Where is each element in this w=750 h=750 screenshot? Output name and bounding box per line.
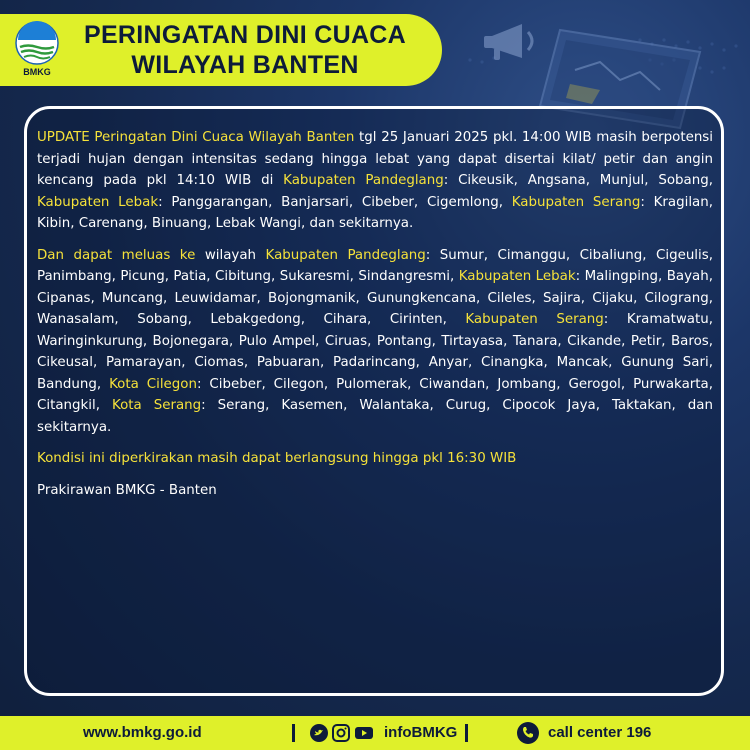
text-span: : Malingping, Bayah, Cipanas, Muncang, Leuwidamar, Bojongmanik, Gunungkencana, Cileles, Sajira, Cijaku, Cilograng, Wanasalam, Sobang, Lebakgedong, Cihara, Cirinten, bbox=[37, 269, 713, 327]
website-link[interactable]: www.bmkg.go.id bbox=[83, 724, 202, 741]
paragraph-expansion bbox=[37, 245, 713, 439]
footer-divider bbox=[292, 724, 295, 742]
region-name: Kabupaten Serang bbox=[511, 194, 641, 210]
text-span: tgl 25 Januari 2025 pkl. 14:00 WIB masih berpotensi terjadi hujan dengan intensitas sedang hingga lebat yang dapat disertai kilat/ petir dan angin kencang pada pkl 14:10 WIB di bbox=[37, 130, 714, 188]
page-title bbox=[70, 20, 420, 80]
update-heading: UPDATE Peringatan Dini Cuaca Wilayah Banten bbox=[37, 130, 355, 145]
region-name: Kabupaten Pandeglang bbox=[265, 247, 426, 263]
region-name: Kabupaten Lebak bbox=[37, 194, 159, 210]
bmkg-emblem-icon bbox=[12, 20, 62, 68]
header-banner bbox=[0, 14, 442, 86]
phone-icon bbox=[516, 721, 540, 745]
text-span: : Kramatwatu, Waringinkurung, Bojonegara, Pulo Ampel, Ciruas, Pontang, Tirtayasa, Tanara, Cikande, Petir, Baros, Cikeusal, Pamarayan, Ciomas, Pabuaran, Padarincang, Anyar, Cinangka, Mancak, Gunung Sari, Bandung, bbox=[37, 312, 713, 392]
text-span: : Panggarangan, Banjarsari, Cibeber, Cigemlong, bbox=[158, 194, 512, 210]
paragraph-update bbox=[37, 127, 713, 235]
social-handle[interactable]: infoBMKG bbox=[384, 724, 458, 741]
expansion-heading: Dan dapat meluas ke bbox=[37, 247, 196, 263]
megaphone-icon bbox=[484, 24, 532, 60]
text-span: : Cikeusik, Angsana, Munjul, Sobang, bbox=[443, 173, 714, 188]
paragraph-forecaster: Prakirawan BMKG - Banten bbox=[37, 482, 217, 498]
social-icons bbox=[310, 724, 374, 742]
footer-bar bbox=[0, 716, 750, 750]
text-span: wilayah bbox=[195, 247, 266, 263]
title-line-1: PERINGATAN DINI CUACA bbox=[83, 21, 407, 49]
dot-map-pattern bbox=[468, 38, 737, 73]
text-span: : Serang, Kasemen, Walantaka, Curug, Cipocok Jaya, Taktakan, dan sekitarnya. bbox=[37, 398, 713, 435]
region-name: Kota Serang bbox=[111, 398, 202, 413]
region-name: Kabupaten Pandeglang bbox=[283, 173, 444, 188]
footer-divider bbox=[465, 724, 468, 742]
warning-text bbox=[37, 127, 713, 511]
title-line-2: WILAYAH BANTEN bbox=[131, 51, 359, 79]
region-name: Kota Cilegon bbox=[109, 376, 197, 392]
logo-text: BMKG bbox=[23, 67, 51, 77]
call-center[interactable]: call center 196 bbox=[548, 724, 652, 741]
text-span: : Cibeber, Cilegon, Pulomerak, Ciwandan, Jombang, Gerogol, Purwakarta, Citangkil, bbox=[37, 376, 714, 413]
twitter-icon[interactable] bbox=[310, 724, 328, 742]
bmkg-logo bbox=[12, 20, 62, 80]
youtube-icon[interactable] bbox=[354, 724, 374, 742]
region-name: Kabupaten Lebak bbox=[458, 269, 576, 284]
text-span: : Sumur, Cimanggu, Cibaliung, Cigeulis, Panimbang, Picung, Patia, Cibitung, Sukaresmi, Sindangresmi, bbox=[37, 247, 713, 284]
paragraph-condition: Kondisi ini diperkirakan masih dapat berlangsung hingga pkl 16:30 WIB bbox=[37, 451, 517, 466]
instagram-icon[interactable] bbox=[332, 724, 350, 742]
text-span: : Kragilan, Kibin, Carenang, Binuang, Lebak Wangi, dan sekitarnya. bbox=[37, 194, 713, 231]
region-name: Kabupaten Serang bbox=[465, 312, 604, 327]
